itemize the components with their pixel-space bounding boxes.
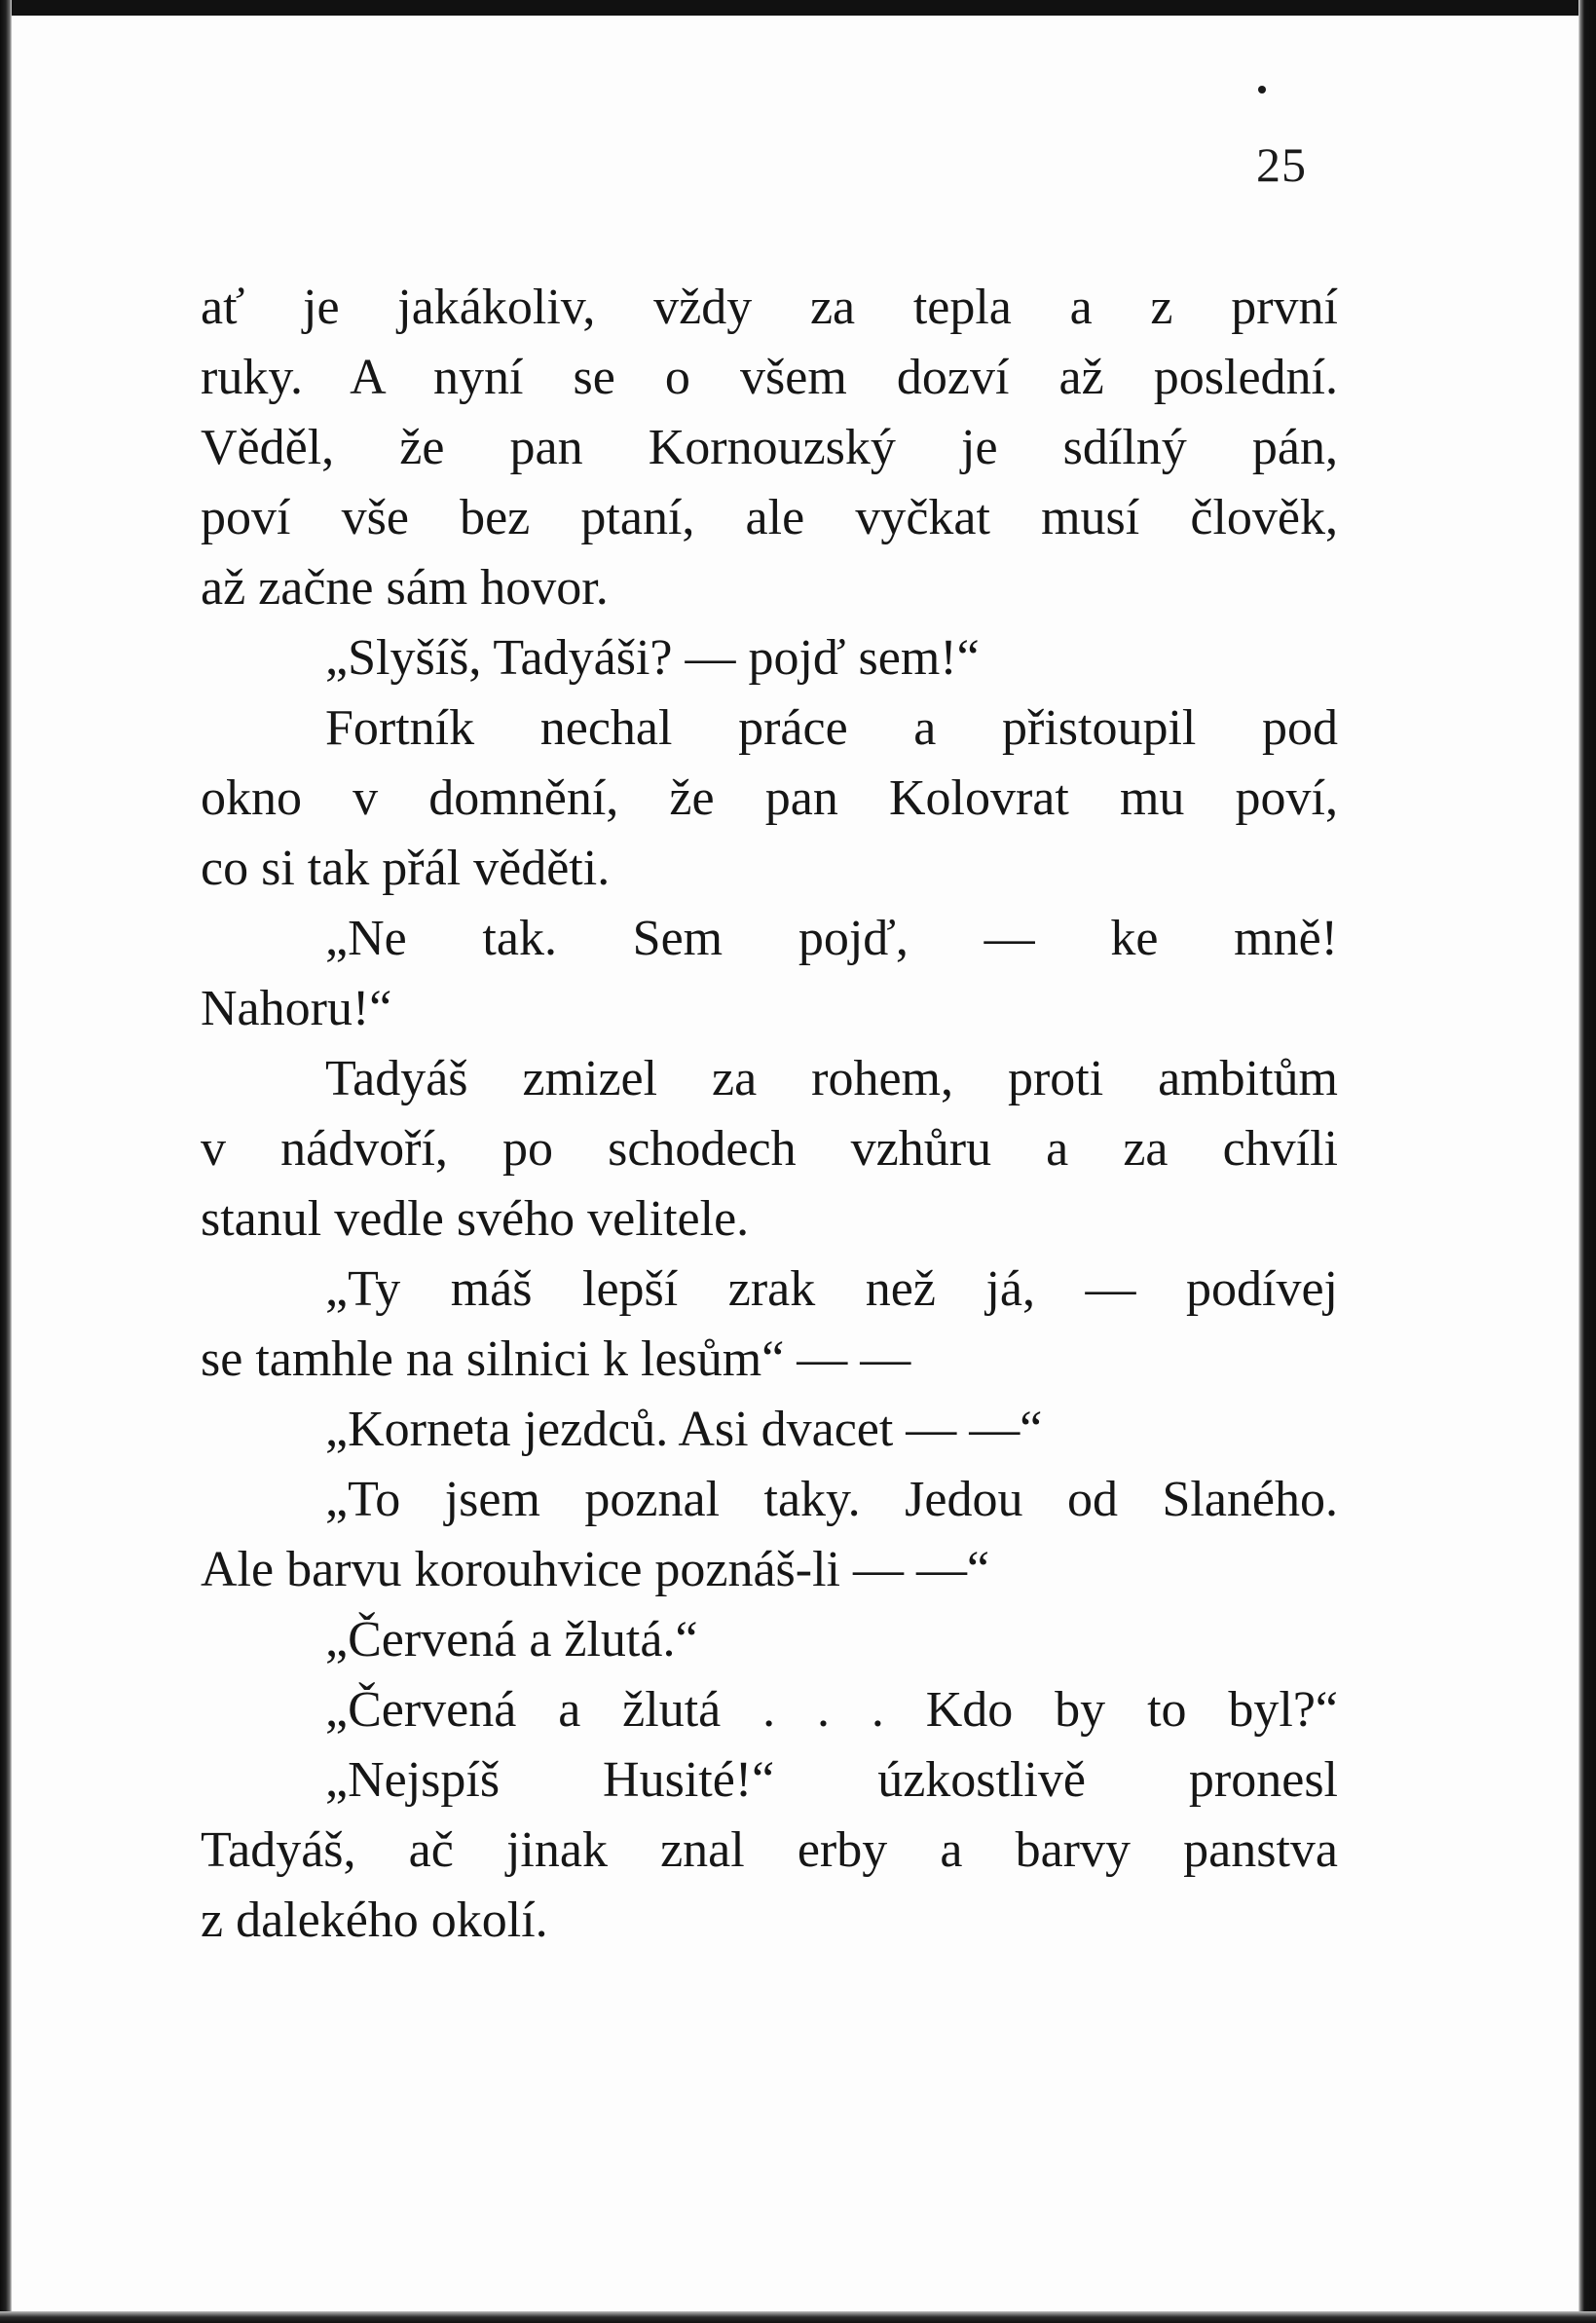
text-line: až začne sám hovor. xyxy=(201,560,609,616)
text-line: v nádvoří, po schodech vzhůru a za chvíli xyxy=(201,1121,1338,1177)
ink-speck xyxy=(1258,86,1266,94)
text-line: Tadyáš zmizel za rohem, proti ambitům xyxy=(325,1051,1338,1106)
text-line: „Ty máš lepší zrak než já, — podívej xyxy=(325,1261,1338,1317)
page-number: 25 xyxy=(1256,137,1307,192)
text-line: poví vše bez ptaní, ale vyčkat musí člověk, xyxy=(201,490,1338,545)
text-line: „Slyšíš, Tadyáši? — pojď sem!“ xyxy=(325,630,980,686)
text-line: Ale barvu korouhvice poznáš-li — —“ xyxy=(201,1542,990,1597)
scan-edge-top xyxy=(0,0,1596,16)
text-line: ať je jakákoliv, vždy za tepla a z první xyxy=(201,280,1338,335)
text-line: Fortník nechal práce a přistoupil pod xyxy=(325,700,1338,756)
text-line: „To jsem poznal taky. Jedou od Slaného. xyxy=(325,1472,1338,1527)
text-line: Tadyáš, ač jinak znal erby a barvy panstva xyxy=(201,1822,1338,1878)
text-line: „Červená a žlutá . . . Kdo by to byl?“ xyxy=(325,1682,1338,1738)
scan-edge-right xyxy=(1578,0,1596,2323)
text-line: Věděl, že pan Kornouzský je sdílný pán, xyxy=(201,420,1338,475)
scan-edge-left xyxy=(0,0,12,2323)
scan-edge-bottom xyxy=(0,2311,1596,2323)
text-line: co si tak přál věděti. xyxy=(201,841,611,896)
text-line: „Ne tak. Sem pojď, — ke mně! xyxy=(325,911,1338,966)
text-line: okno v domnění, že pan Kolovrat mu poví, xyxy=(201,770,1338,826)
text-line: stanul vedle svého velitele. xyxy=(201,1191,750,1247)
text-line: se tamhle na silnici k lesům“ — — xyxy=(201,1331,911,1387)
text-line: Nahoru!“ xyxy=(201,981,392,1036)
text-line: „Červená a žlutá.“ xyxy=(325,1612,698,1667)
text-line: z dalekého okolí. xyxy=(201,1892,548,1948)
text-line: „Korneta jezdců. Asi dvacet — —“ xyxy=(325,1402,1043,1457)
body-text xyxy=(201,273,1338,1956)
text-line: ruky. A nyní se o všem dozví až poslední. xyxy=(201,350,1338,405)
text-line: „Nejspíš Husité!“ úzkostlivě pronesl xyxy=(325,1752,1338,1808)
